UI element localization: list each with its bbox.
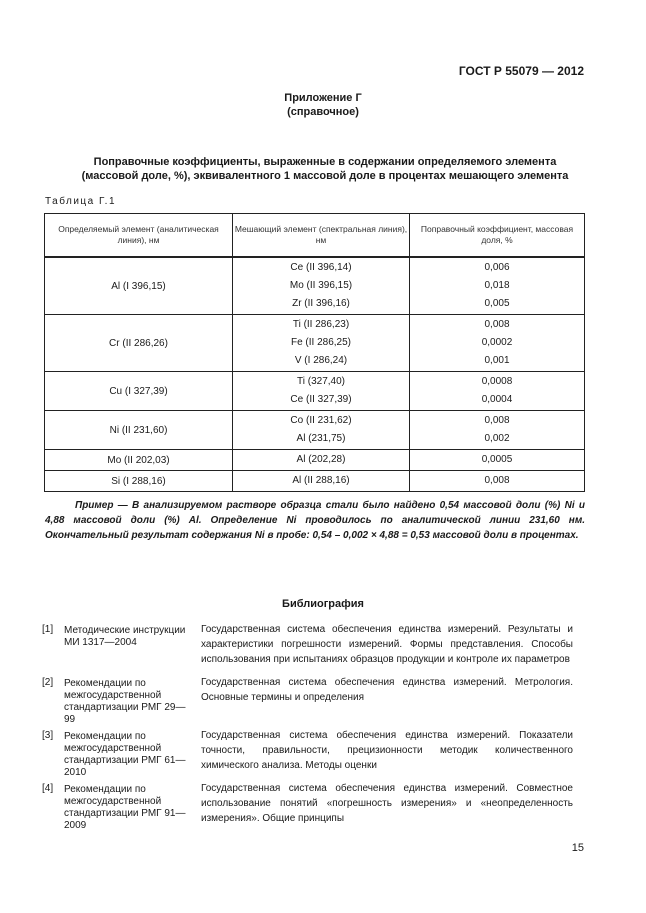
determined-element-cell: Al (I 396,15) bbox=[45, 257, 233, 315]
coefficient-value: 0,0004 bbox=[481, 394, 513, 405]
interfering-element: Ce (II 327,39) bbox=[290, 394, 352, 405]
table-row bbox=[45, 450, 585, 471]
coefficient-cell bbox=[410, 315, 585, 372]
page-number: 15 bbox=[571, 842, 584, 854]
interfering-element: Co (II 231,62) bbox=[290, 415, 352, 426]
example-paragraph bbox=[45, 498, 585, 543]
table-row bbox=[45, 257, 585, 315]
coefficient-cell bbox=[410, 471, 585, 492]
appendix-title: Приложение Г bbox=[284, 92, 362, 104]
table-header-row bbox=[45, 214, 585, 258]
coefficient-value: 0,008 bbox=[484, 415, 510, 426]
bibliography-title: Библиография bbox=[282, 598, 364, 610]
section-title bbox=[70, 155, 580, 183]
interfering-element-cell bbox=[233, 450, 410, 471]
appendix-subtitle: (справочное) bbox=[287, 106, 359, 118]
header-correction-coefficient: Поправочный коэффициент, массовая доля, % bbox=[410, 214, 585, 258]
coefficient-value: 0,002 bbox=[484, 433, 510, 444]
interfering-element-cell bbox=[233, 471, 410, 492]
interfering-element: Al (II 288,16) bbox=[292, 475, 350, 486]
table-row bbox=[45, 315, 585, 372]
coefficient-value: 0,0002 bbox=[481, 337, 513, 348]
table-row bbox=[45, 411, 585, 450]
bib-description: Государственная система обеспечения единства измерений. Результаты и характеристики погрешности измерений. Формы представления. Способы использования при испытаниях образцов продукции и контроле их параметров bbox=[201, 624, 573, 665]
section-title-line-2: (массовой доле, %), эквивалентного 1 массовой доле в процентах мешающего элемента bbox=[81, 170, 569, 182]
correction-table bbox=[44, 213, 585, 492]
coefficient-value: 0,0005 bbox=[481, 454, 513, 465]
coefficient-value: 0,008 bbox=[484, 475, 510, 486]
bib-number: [4] bbox=[42, 783, 54, 794]
interfering-element-cell bbox=[233, 315, 410, 372]
interfering-element: Ce (II 396,14) bbox=[290, 262, 352, 273]
bib-source: Методические инструкции МИ 1317—2004 bbox=[64, 625, 186, 648]
header-interfering-element: Мешающий элемент (спектральная линия), нм bbox=[233, 214, 410, 258]
coefficient-cell bbox=[410, 372, 585, 411]
coefficient-value: 0,008 bbox=[484, 319, 510, 330]
coefficient-value: 0,006 bbox=[484, 262, 510, 273]
interfering-element: Zr (II 396,16) bbox=[292, 298, 350, 309]
table-body bbox=[45, 257, 585, 492]
bib-number: [1] bbox=[42, 624, 54, 635]
interfering-element: Ti (II 286,23) bbox=[292, 319, 350, 330]
interfering-element-cell bbox=[233, 372, 410, 411]
interfering-element: V (I 286,24) bbox=[294, 355, 348, 366]
coefficient-value: 0,001 bbox=[484, 355, 510, 366]
interfering-element: Mo (II 396,15) bbox=[289, 280, 353, 291]
coefficient-cell bbox=[410, 257, 585, 315]
bib-description: Государственная система обеспечения единства измерений. Метрология. Основные термины и определения bbox=[201, 677, 573, 703]
determined-element-cell: Cr (II 286,26) bbox=[45, 315, 233, 372]
interfering-element: Fe (II 286,25) bbox=[290, 337, 352, 348]
determined-element-cell: Cu (I 327,39) bbox=[45, 372, 233, 411]
bib-number: [3] bbox=[42, 730, 54, 741]
bib-description: Государственная система обеспечения единства измерений. Совместное использование понятий «погрешность измерения» и «неопределенность измерения». Общие принципы bbox=[201, 783, 573, 824]
section-title-line-1: Поправочные коэффициенты, выраженные в содержании определяемого элемента bbox=[93, 156, 557, 168]
interfering-element-cell bbox=[233, 411, 410, 450]
interfering-element: Ti (327,40) bbox=[297, 376, 345, 387]
coefficient-value: 0,005 bbox=[484, 298, 510, 309]
example-text: Пример — В анализируемом растворе образца стали было найдено 0,54 массовой доли (%) Ni и 4,88 массовой доли (%) Al. Определение Ni проводилось по аналитической линии 231,60 нм. Окончательный результат содержания Ni в пробе: 0,54 – 0,002 × 4,88 = 0,53 массовой доли в процентах. bbox=[45, 500, 585, 541]
table-label: Таблица Г.1 bbox=[45, 196, 117, 207]
coefficient-value: 0,018 bbox=[484, 280, 510, 291]
coefficient-value: 0,0008 bbox=[481, 376, 513, 387]
bib-source: Рекомендации по межгосударственной стандартизации РМГ 29—99 bbox=[64, 678, 186, 725]
coefficient-cell bbox=[410, 450, 585, 471]
interfering-element-cell bbox=[233, 257, 410, 315]
header-determined-element: Определяемый элемент (аналитическая линия), нм bbox=[45, 214, 233, 258]
bib-source: Рекомендации по межгосударственной стандартизации РМГ 91—2009 bbox=[64, 784, 186, 831]
table-row bbox=[45, 372, 585, 411]
interfering-element: Al (231,75) bbox=[296, 433, 346, 444]
document-code: ГОСТ Р 55079 — 2012 bbox=[458, 64, 584, 78]
determined-element-cell: Ni (II 231,60) bbox=[45, 411, 233, 450]
determined-element-cell: Mo (II 202,03) bbox=[45, 450, 233, 471]
bib-number: [2] bbox=[42, 677, 54, 688]
bib-description: Государственная система обеспечения единства измерений. Показатели точности, правильности, прецизионности методик количественного химического анализа. Методы оценки bbox=[201, 730, 573, 771]
determined-element-cell: Si (I 288,16) bbox=[45, 471, 233, 492]
coefficient-cell bbox=[410, 411, 585, 450]
table-row bbox=[45, 471, 585, 492]
interfering-element: Al (202,28) bbox=[296, 454, 346, 465]
bib-source: Рекомендации по межгосударственной стандартизации РМГ 61—2010 bbox=[64, 731, 186, 778]
